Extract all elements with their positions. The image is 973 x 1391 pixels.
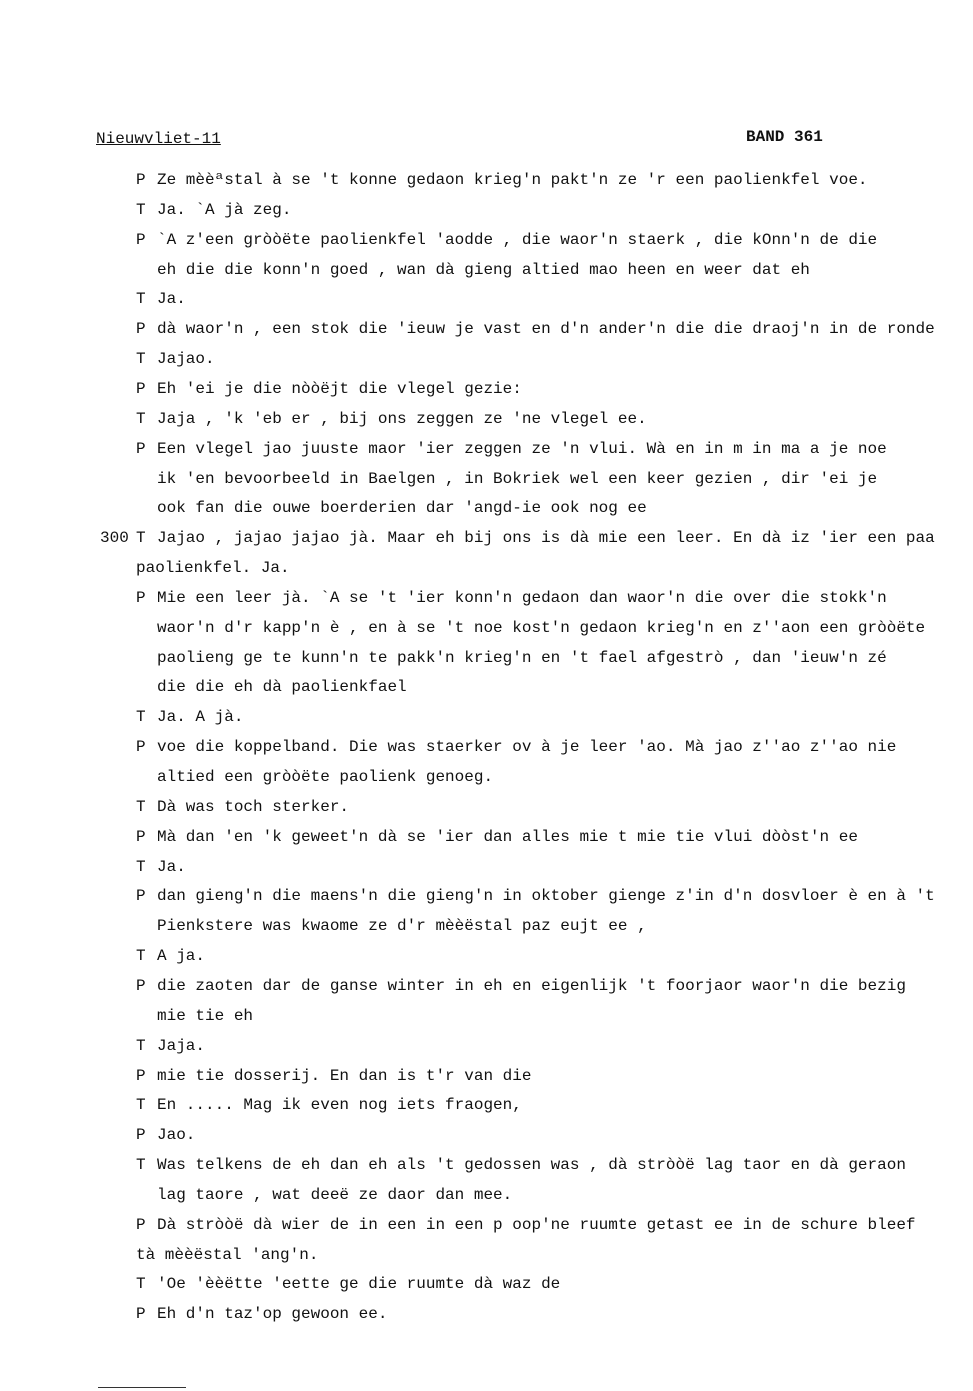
utterance-text: Jaja. (157, 1036, 206, 1055)
speaker-label: P (136, 738, 146, 757)
band-label: BAND 361 (746, 128, 823, 146)
utterance-text: Eh 'ei je die nòòëjt die vlegel gezie: (157, 379, 522, 398)
utterance-text: Ze mèèªstal à se 't konne gedaon krieg'n pakt'n ze 'r een paolienkfel voe. (157, 171, 868, 189)
utterance-text: Eh d'n taz'op gewoon ee. (157, 1305, 388, 1324)
speaker-label: P (136, 887, 146, 906)
utterance-text: A ja. (157, 947, 206, 966)
speaker-label: P (136, 1305, 146, 1324)
utterance-text: paolienkfel. Ja. (136, 559, 290, 578)
speaker-label: P (136, 439, 146, 458)
speaker-label: P (136, 588, 146, 607)
speaker-label: T (136, 1275, 146, 1294)
speaker-label: T (136, 1096, 146, 1115)
document-id: Nieuwvliet-11 (96, 130, 221, 148)
speaker-label: T (136, 529, 146, 548)
utterance-text: Jao. (157, 1126, 196, 1145)
speaker-label: P (136, 171, 146, 189)
utterance-text: Dà stròòë dà wier de in een in een p oop'ne ruumte getast ee in de schure bleef (157, 1215, 916, 1234)
utterance-text: dà waor'n , een stok die 'ieuw je vast en d'n ander'n die die draoj'n in de ronde (157, 320, 935, 339)
utterance-text: voe die koppelband. Die was staerker ov à je leer 'ao. Mà jao z''ao z''ao nie (157, 738, 897, 757)
utterance-text: mie tie dosserij. En dan is t'r van die (157, 1066, 532, 1085)
speaker-label: T (136, 708, 146, 727)
utterance-text: 'Oe 'èèëtte 'eette ge die ruumte dà waz de (157, 1275, 561, 1294)
utterance-text: Ja. A jà. (157, 708, 244, 727)
utterance-text: ook fan die ouwe boerderien dar 'angd-ie ook nog ee (157, 499, 647, 518)
utterance-text: tà mèèëstal 'ang'n. (136, 1245, 319, 1264)
utterance-text: Een vlegel jao juuste maor 'ier zeggen ze 'n vlui. Wà en in m in ma a je noe (157, 439, 887, 458)
speaker-label: T (136, 1156, 146, 1175)
utterance-text: die die eh dà paolienkfael (157, 678, 407, 697)
utterance-text: dan gieng'n die maens'n die gieng'n in oktober gienge z'in d'n dosvloer è en à 't (157, 887, 935, 906)
utterance-text: ik 'en bevoorbeeld in Baelgen , in Bokriek wel een keer gezien , dir 'ei je (157, 469, 878, 488)
speaker-label: P (136, 1066, 146, 1085)
utterance-text: Jajao. (157, 350, 215, 369)
speaker-label: P (136, 230, 146, 249)
utterance-text: mie tie eh (157, 1006, 254, 1025)
speaker-label: P (136, 1215, 146, 1234)
utterance-text: Jajao , jajao jajao jà. Maar eh bij ons is dà mie een leer. En dà iz 'ier een paa (157, 529, 935, 548)
speaker-label: T (136, 857, 146, 876)
utterance-text: Was telkens de eh dan eh als 't gedossen was , dà stròòë lag taor en dà geraon (157, 1156, 906, 1175)
speaker-label: P (136, 827, 146, 846)
utterance-text: die zaoten dar de ganse winter in eh en eigenlijk 't foorjaor waor'n die bezig (157, 976, 906, 995)
speaker-label: T (136, 409, 146, 428)
utterance-text: eh die die konn'n goed , wan dà gieng altied mao heen en weer dat eh (157, 260, 810, 279)
line-number: 300 (100, 529, 129, 548)
speaker-label: P (136, 320, 146, 339)
utterance-text: Mie een leer jà. `A se 't 'ier konn'n gedaon dan waor'n die over die stokk'n (157, 588, 887, 607)
utterance-text: waor'n d'r kapp'n è , en à se 't noe kost'n gedaon krieg'n en z''aon een gròòëte (157, 618, 926, 637)
utterance-text: Mà dan 'en 'k geweet'n dà se 'ier dan alles mie t mie tie vlui dòòst'n ee (157, 827, 858, 846)
utterance-text: `A z'een gròòëte paolienkfel 'aodde , die waor'n staerk , die kOnn'n de die (157, 230, 878, 249)
speaker-label: T (136, 350, 146, 369)
footnote-rule (98, 1387, 186, 1388)
speaker-label: P (136, 976, 146, 995)
utterance-text: Ja. `A jà zeg. (157, 200, 292, 219)
utterance-text: Pienkstere was kwaome ze d'r mèèëstal paz eujt ee , (157, 917, 647, 936)
utterance-text: altied een gròòëte paolienk genoeg. (157, 768, 494, 786)
utterance-text: paolieng ge te kunn'n te pakk'n krieg'n en 't fael afgestrò , dan 'ieuw'n zé (157, 648, 887, 667)
speaker-label: T (136, 797, 146, 816)
speaker-label: T (136, 947, 146, 966)
utterance-text: En ..... Mag ik even nog iets fraogen, (157, 1096, 522, 1115)
speaker-label: T (136, 1036, 146, 1055)
speaker-label: T (136, 290, 146, 309)
speaker-label: P (136, 379, 146, 398)
utterance-text: Ja. (157, 857, 186, 876)
utterance-text: lag taore , wat deeë ze daor dan mee. (157, 1185, 513, 1204)
utterance-text: Jaja , 'k 'eb er , bij ons zeggen ze 'ne vlegel ee. (157, 409, 647, 428)
speaker-label: P (136, 1126, 146, 1145)
utterance-text: Ja. (157, 290, 186, 309)
utterance-text: Dà was toch sterker. (157, 797, 350, 816)
speaker-label: T (136, 200, 146, 219)
